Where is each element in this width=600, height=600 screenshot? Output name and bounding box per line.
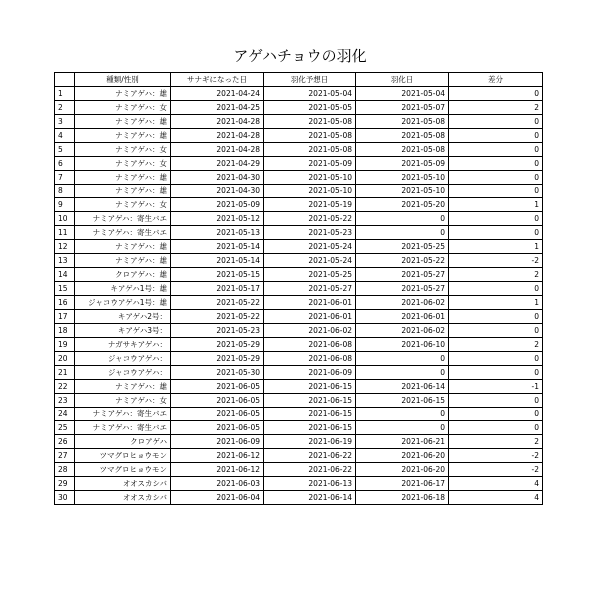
difference-cell: 0: [449, 170, 543, 184]
difference-cell: 2: [449, 337, 543, 351]
type-cell: ナミアゲハ：女: [75, 393, 171, 407]
row-number: 28: [55, 463, 75, 477]
expected-date-cell: 2021-06-08: [264, 337, 356, 351]
pupa-date-cell: 2021-05-29: [171, 351, 264, 365]
pupa-date-cell: 2021-04-28: [171, 128, 264, 142]
row-number: 6: [55, 156, 75, 170]
pupa-date-cell: 2021-05-23: [171, 323, 264, 337]
pupa-date-cell: 2021-05-17: [171, 282, 264, 296]
expected-date-cell: 2021-05-24: [264, 240, 356, 254]
type-cell: キアゲハ1号：雄: [75, 282, 171, 296]
row-number: 26: [55, 435, 75, 449]
expected-date-cell: 2021-06-09: [264, 365, 356, 379]
emergence-date-cell: 2021-05-25: [356, 240, 449, 254]
expected-date-cell: 2021-06-22: [264, 463, 356, 477]
row-number: 24: [55, 407, 75, 421]
emergence-date-cell: 2021-05-08: [356, 114, 449, 128]
emergence-date-cell: 2021-05-22: [356, 254, 449, 268]
type-cell: ナミアゲハ：雄: [75, 379, 171, 393]
expected-date-cell: 2021-05-05: [264, 100, 356, 114]
difference-cell: 0: [449, 309, 543, 323]
emergence-date-cell: 2021-05-08: [356, 142, 449, 156]
pupa-date-cell: 2021-05-15: [171, 268, 264, 282]
row-number: 10: [55, 212, 75, 226]
difference-cell: 0: [449, 393, 543, 407]
difference-cell: 0: [449, 184, 543, 198]
difference-cell: 4: [449, 477, 543, 491]
expected-date-cell: 2021-06-02: [264, 323, 356, 337]
type-cell: ナミアゲハ：女: [75, 198, 171, 212]
row-number: 1: [55, 86, 75, 100]
header-corner: [55, 73, 75, 87]
difference-cell: 0: [449, 156, 543, 170]
type-cell: ナミアゲハ：雄: [75, 254, 171, 268]
row-number: 16: [55, 296, 75, 310]
difference-cell: 0: [449, 282, 543, 296]
difference-cell: -2: [449, 463, 543, 477]
row-number: 12: [55, 240, 75, 254]
table-row: [55, 337, 543, 351]
difference-cell: 0: [449, 323, 543, 337]
emergence-date-cell: 2021-06-02: [356, 296, 449, 310]
emergence-date-cell: 0: [356, 212, 449, 226]
emergence-date-cell: 2021-06-10: [356, 337, 449, 351]
pupa-date-cell: 2021-05-14: [171, 240, 264, 254]
table-row: [55, 128, 543, 142]
difference-cell: 2: [449, 100, 543, 114]
type-cell: ツマグロヒョウモン: [75, 449, 171, 463]
header-pupa-date: サナギになった日: [171, 73, 264, 87]
row-number: 20: [55, 351, 75, 365]
emergence-date-cell: 2021-06-18: [356, 491, 449, 505]
table-row: [55, 142, 543, 156]
type-cell: ナミアゲハ：雄: [75, 170, 171, 184]
pupa-date-cell: 2021-06-04: [171, 491, 264, 505]
type-cell: キアゲハ2号：: [75, 309, 171, 323]
table-row: [55, 156, 543, 170]
table-row: [55, 184, 543, 198]
header-type: 種類/性別: [75, 73, 171, 87]
difference-cell: 0: [449, 351, 543, 365]
pupa-date-cell: 2021-06-05: [171, 407, 264, 421]
table-row: [55, 226, 543, 240]
expected-date-cell: 2021-06-14: [264, 491, 356, 505]
row-number: 18: [55, 323, 75, 337]
expected-date-cell: 2021-06-15: [264, 407, 356, 421]
expected-date-cell: 2021-05-10: [264, 170, 356, 184]
type-cell: クロアゲハ: [75, 435, 171, 449]
row-number: 5: [55, 142, 75, 156]
table-row: [55, 100, 543, 114]
table-row: [55, 114, 543, 128]
type-cell: ナミアゲハ：寄生バエ: [75, 407, 171, 421]
type-cell: ナミアゲハ：女: [75, 142, 171, 156]
difference-cell: 2: [449, 435, 543, 449]
type-cell: ナガサキアゲハ：: [75, 337, 171, 351]
type-cell: ナミアゲハ：寄生バエ: [75, 421, 171, 435]
header-expected-date: 羽化予想日: [264, 73, 356, 87]
row-number: 15: [55, 282, 75, 296]
table-row: [55, 240, 543, 254]
table-row: [55, 86, 543, 100]
difference-cell: 0: [449, 86, 543, 100]
type-cell: ナミアゲハ：雄: [75, 240, 171, 254]
table-row: [55, 198, 543, 212]
pupa-date-cell: 2021-06-09: [171, 435, 264, 449]
difference-cell: -2: [449, 254, 543, 268]
table-row: [55, 254, 543, 268]
row-number: 3: [55, 114, 75, 128]
expected-date-cell: 2021-06-01: [264, 309, 356, 323]
table-row: [55, 449, 543, 463]
table-row: [55, 268, 543, 282]
expected-date-cell: 2021-06-15: [264, 393, 356, 407]
expected-date-cell: 2021-05-27: [264, 282, 356, 296]
type-cell: ナミアゲハ：雄: [75, 114, 171, 128]
pupa-date-cell: 2021-06-03: [171, 477, 264, 491]
difference-cell: 2: [449, 268, 543, 282]
pupa-date-cell: 2021-05-14: [171, 254, 264, 268]
pupa-date-cell: 2021-06-12: [171, 449, 264, 463]
type-cell: オオスカシバ: [75, 477, 171, 491]
difference-cell: -1: [449, 379, 543, 393]
difference-cell: 1: [449, 198, 543, 212]
expected-date-cell: 2021-05-08: [264, 142, 356, 156]
expected-date-cell: 2021-05-24: [264, 254, 356, 268]
table-row: [55, 379, 543, 393]
expected-date-cell: 2021-06-01: [264, 296, 356, 310]
emergence-date-cell: 0: [356, 351, 449, 365]
table-row: [55, 309, 543, 323]
row-number: 22: [55, 379, 75, 393]
type-cell: ジャコウアゲハ：: [75, 351, 171, 365]
pupa-date-cell: 2021-06-05: [171, 379, 264, 393]
emergence-date-cell: 0: [356, 407, 449, 421]
emergence-date-cell: 2021-05-07: [356, 100, 449, 114]
emergence-date-cell: 2021-05-10: [356, 184, 449, 198]
emergence-date-cell: 2021-05-04: [356, 86, 449, 100]
table-row: [55, 477, 543, 491]
pupa-date-cell: 2021-04-30: [171, 184, 264, 198]
row-number: 14: [55, 268, 75, 282]
pupa-date-cell: 2021-05-12: [171, 212, 264, 226]
table-row: [55, 491, 543, 505]
row-number: 4: [55, 128, 75, 142]
expected-date-cell: 2021-05-08: [264, 114, 356, 128]
pupa-date-cell: 2021-05-13: [171, 226, 264, 240]
difference-cell: 0: [449, 226, 543, 240]
emergence-date-cell: 2021-06-02: [356, 323, 449, 337]
row-number: 8: [55, 184, 75, 198]
data-table: [54, 72, 543, 505]
difference-cell: 0: [449, 114, 543, 128]
difference-cell: 0: [449, 365, 543, 379]
emergence-date-cell: 2021-06-14: [356, 379, 449, 393]
table-row: [55, 435, 543, 449]
header-emergence-date: 羽化日: [356, 73, 449, 87]
table-row: [55, 393, 543, 407]
emergence-date-cell: 2021-06-17: [356, 477, 449, 491]
row-number: 11: [55, 226, 75, 240]
header-difference: 差分: [449, 73, 543, 87]
row-number: 21: [55, 365, 75, 379]
expected-date-cell: 2021-06-15: [264, 421, 356, 435]
expected-date-cell: 2021-06-13: [264, 477, 356, 491]
header-row: [55, 73, 543, 87]
difference-cell: -2: [449, 449, 543, 463]
pupa-date-cell: 2021-06-05: [171, 393, 264, 407]
type-cell: ナミアゲハ：雄: [75, 128, 171, 142]
emergence-date-cell: 0: [356, 365, 449, 379]
type-cell: クロアゲハ：雄: [75, 268, 171, 282]
pupa-date-cell: 2021-05-29: [171, 337, 264, 351]
pupa-date-cell: 2021-04-28: [171, 114, 264, 128]
row-number: 23: [55, 393, 75, 407]
row-number: 27: [55, 449, 75, 463]
type-cell: ナミアゲハ：寄生バエ: [75, 226, 171, 240]
type-cell: ナミアゲハ：雄: [75, 86, 171, 100]
type-cell: ジャコウアゲハ：: [75, 365, 171, 379]
table-row: [55, 463, 543, 477]
table-row: [55, 170, 543, 184]
row-number: 19: [55, 337, 75, 351]
difference-cell: 0: [449, 407, 543, 421]
expected-date-cell: 2021-06-19: [264, 435, 356, 449]
emergence-date-cell: 0: [356, 421, 449, 435]
pupa-date-cell: 2021-05-22: [171, 296, 264, 310]
pupa-date-cell: 2021-04-25: [171, 100, 264, 114]
emergence-date-cell: 2021-05-10: [356, 170, 449, 184]
expected-date-cell: 2021-05-04: [264, 86, 356, 100]
type-cell: ジャコウアゲハ1号：雄: [75, 296, 171, 310]
expected-date-cell: 2021-06-08: [264, 351, 356, 365]
pupa-date-cell: 2021-05-30: [171, 365, 264, 379]
row-number: 25: [55, 421, 75, 435]
expected-date-cell: 2021-05-25: [264, 268, 356, 282]
pupa-date-cell: 2021-05-22: [171, 309, 264, 323]
type-cell: ナミアゲハ：女: [75, 100, 171, 114]
table-row: [55, 282, 543, 296]
page-title: アゲハチョウの羽化: [233, 47, 367, 65]
emergence-date-cell: 2021-06-21: [356, 435, 449, 449]
pupa-date-cell: 2021-04-24: [171, 86, 264, 100]
table-body: [55, 86, 543, 504]
emergence-date-cell: 2021-05-27: [356, 268, 449, 282]
type-cell: ナミアゲハ：女: [75, 156, 171, 170]
pupa-date-cell: 2021-06-12: [171, 463, 264, 477]
row-number: 2: [55, 100, 75, 114]
pupa-date-cell: 2021-04-28: [171, 142, 264, 156]
emergence-date-cell: 2021-05-20: [356, 198, 449, 212]
row-number: 17: [55, 309, 75, 323]
expected-date-cell: 2021-05-09: [264, 156, 356, 170]
pupa-date-cell: 2021-06-05: [171, 421, 264, 435]
pupa-date-cell: 2021-04-29: [171, 156, 264, 170]
difference-cell: 0: [449, 421, 543, 435]
table-row: [55, 351, 543, 365]
expected-date-cell: 2021-06-22: [264, 449, 356, 463]
expected-date-cell: 2021-05-08: [264, 128, 356, 142]
emergence-date-cell: 2021-06-20: [356, 449, 449, 463]
expected-date-cell: 2021-05-10: [264, 184, 356, 198]
difference-cell: 0: [449, 142, 543, 156]
row-number: 7: [55, 170, 75, 184]
table-row: [55, 365, 543, 379]
row-number: 30: [55, 491, 75, 505]
row-number: 9: [55, 198, 75, 212]
difference-cell: 0: [449, 212, 543, 226]
expected-date-cell: 2021-05-19: [264, 198, 356, 212]
row-number: 13: [55, 254, 75, 268]
table-row: [55, 323, 543, 337]
pupa-date-cell: 2021-05-09: [171, 198, 264, 212]
emergence-date-cell: 2021-05-09: [356, 156, 449, 170]
row-number: 29: [55, 477, 75, 491]
emergence-date-cell: 2021-05-27: [356, 282, 449, 296]
difference-cell: 1: [449, 296, 543, 310]
difference-cell: 4: [449, 491, 543, 505]
type-cell: ツマグロヒョウモン: [75, 463, 171, 477]
emergence-date-cell: 2021-06-20: [356, 463, 449, 477]
emergence-date-cell: 2021-06-15: [356, 393, 449, 407]
pupa-date-cell: 2021-04-30: [171, 170, 264, 184]
difference-cell: 1: [449, 240, 543, 254]
emergence-date-cell: 2021-06-01: [356, 309, 449, 323]
table-row: [55, 212, 543, 226]
table-row: [55, 421, 543, 435]
expected-date-cell: 2021-05-22: [264, 212, 356, 226]
expected-date-cell: 2021-05-23: [264, 226, 356, 240]
table-row: [55, 407, 543, 421]
expected-date-cell: 2021-06-15: [264, 379, 356, 393]
type-cell: オオスカシバ: [75, 491, 171, 505]
table-row: [55, 296, 543, 310]
difference-cell: 0: [449, 128, 543, 142]
emergence-date-cell: 0: [356, 226, 449, 240]
type-cell: ナミアゲハ：寄生バエ: [75, 212, 171, 226]
type-cell: ナミアゲハ：雄: [75, 184, 171, 198]
type-cell: キアゲハ3号：: [75, 323, 171, 337]
emergence-date-cell: 2021-05-08: [356, 128, 449, 142]
